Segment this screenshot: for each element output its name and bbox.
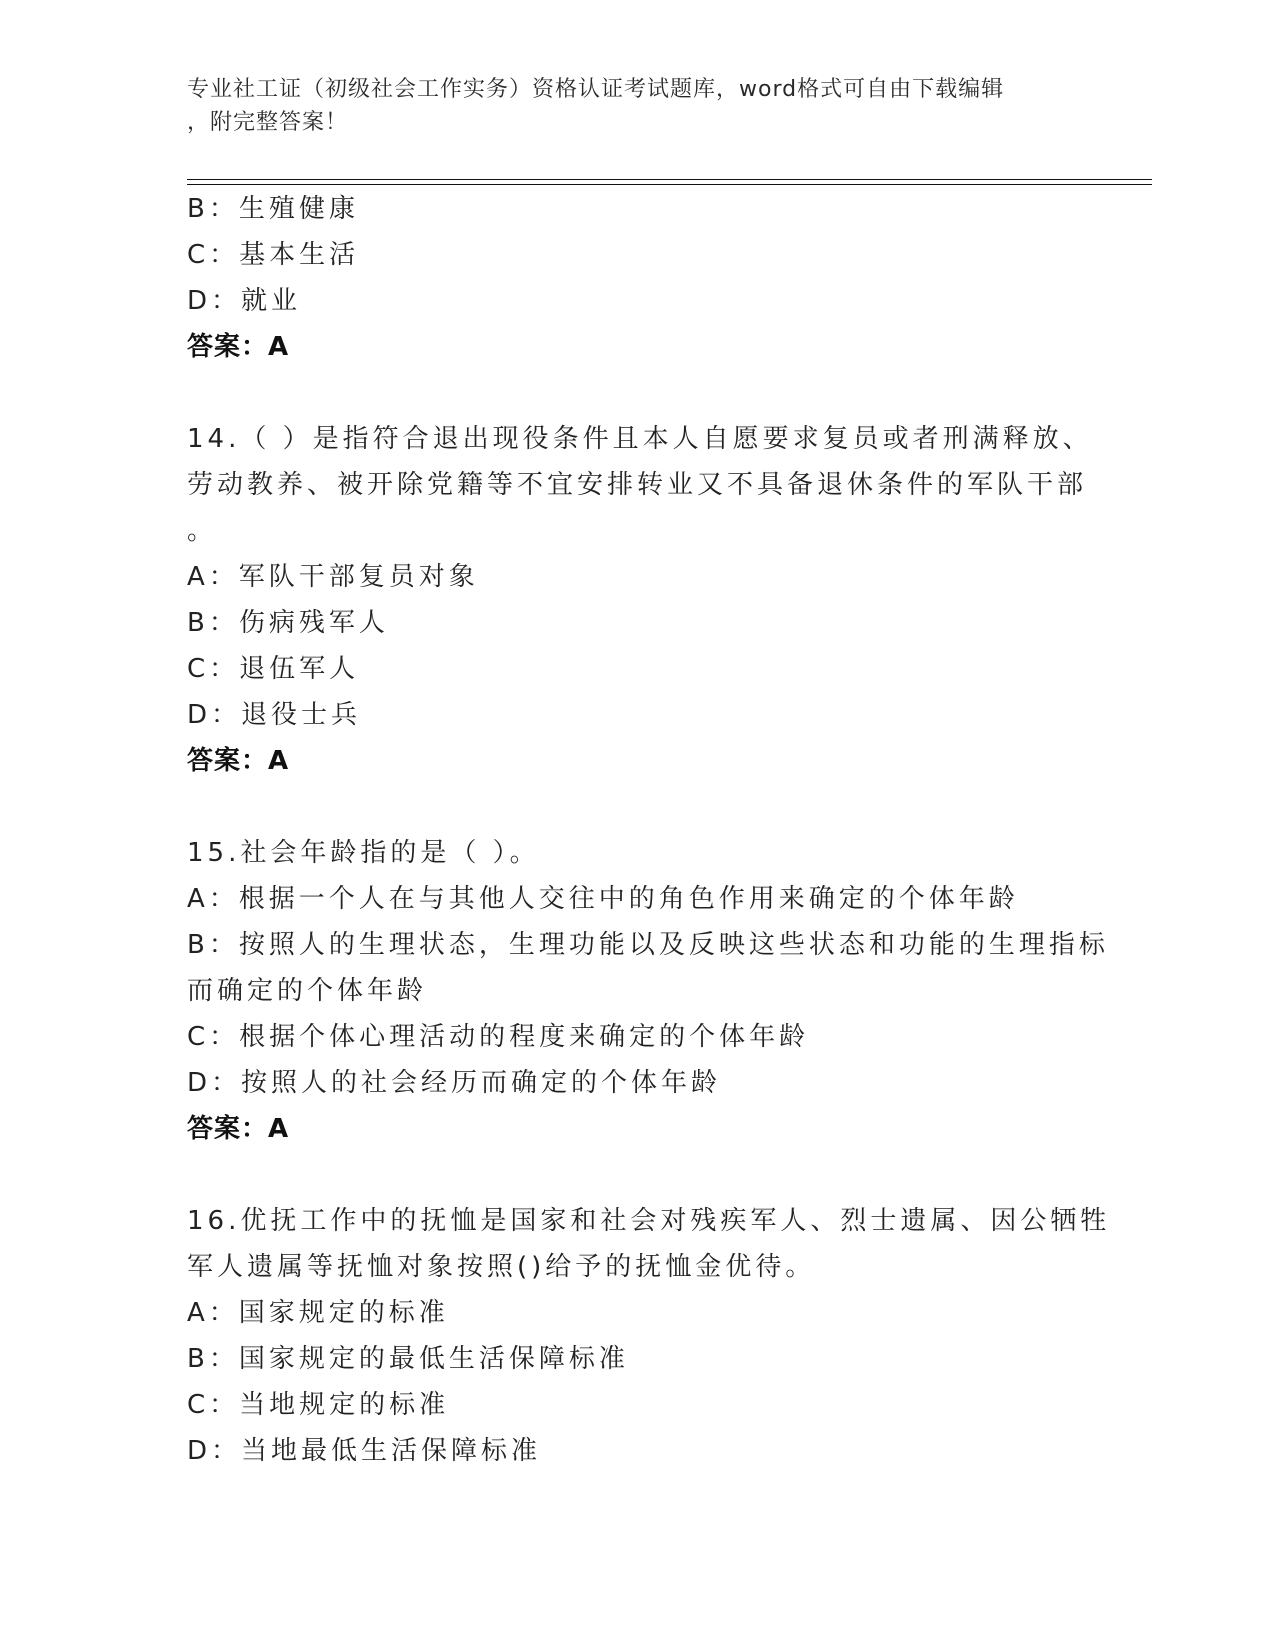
option-d: D：当地最低生活保障标准 bbox=[187, 1436, 542, 1466]
option-c: C：当地规定的标准 bbox=[187, 1390, 450, 1420]
header-divider-bottom bbox=[187, 184, 1152, 185]
option-c: C：基本生活 bbox=[187, 240, 360, 270]
question-text-line: 军人遗属等抚恤对象按照()给予的抚恤金优待。 bbox=[187, 1252, 816, 1282]
option-b-continued: 而确定的个体年龄 bbox=[187, 976, 428, 1006]
question-text-line: 15.社会年龄指的是（ ）。 bbox=[187, 838, 540, 868]
answer-text: 答案：A bbox=[187, 746, 290, 776]
spacer bbox=[187, 1152, 1087, 1198]
option-a: A：军队干部复员对象 bbox=[187, 562, 479, 592]
question-text-line: 劳动教养、被开除党籍等不宜安排转业又不具备退休条件的军队干部 bbox=[187, 470, 1088, 500]
question-15 bbox=[187, 830, 1109, 1152]
option-a: A：国家规定的标准 bbox=[187, 1298, 449, 1328]
option-d: D：就业 bbox=[187, 286, 302, 316]
question-text-line: 14.（ ）是指符合退出现役条件且本人自愿要求复员或者刑满释放、 bbox=[187, 424, 1093, 454]
answer-text: 答案：A bbox=[187, 1114, 290, 1144]
header-line-1: 专业社工证（初级社会工作实务）资格认证考试题库，word格式可自由下载编辑 bbox=[187, 77, 1005, 102]
option-d: D：按照人的社会经历而确定的个体年龄 bbox=[187, 1068, 722, 1098]
document-header bbox=[187, 73, 1067, 139]
spacer bbox=[187, 784, 1087, 830]
question-text-line: 。 bbox=[187, 516, 218, 546]
document-body bbox=[187, 186, 1111, 1474]
option-c: C：退伍军人 bbox=[187, 654, 360, 684]
answer-text: 答案：A bbox=[187, 332, 290, 362]
header-line-2: ，附完整答案！ bbox=[187, 110, 349, 135]
option-b: B：国家规定的最低生活保障标准 bbox=[187, 1344, 629, 1374]
option-b: B：生殖健康 bbox=[187, 194, 359, 224]
question-14 bbox=[187, 416, 1093, 784]
header-divider-top bbox=[187, 179, 1152, 180]
option-b: B：伤病残军人 bbox=[187, 608, 389, 638]
option-b: B：按照人的生理状态，生理功能以及反映这些状态和功能的生理指标 bbox=[187, 930, 1109, 960]
option-a: A：根据一个人在与其他人交往中的角色作用来确定的个体年龄 bbox=[187, 884, 1019, 914]
question-text-line: 16.优抚工作中的抚恤是国家和社会对残疾军人、烈士遗属、因公牺牲 bbox=[187, 1206, 1111, 1236]
question-13-fragment bbox=[187, 186, 1087, 370]
spacer bbox=[187, 370, 1087, 416]
question-16 bbox=[187, 1198, 1111, 1474]
option-c: C：根据个体心理活动的程度来确定的个体年龄 bbox=[187, 1022, 810, 1052]
option-d: D：退役士兵 bbox=[187, 700, 362, 730]
